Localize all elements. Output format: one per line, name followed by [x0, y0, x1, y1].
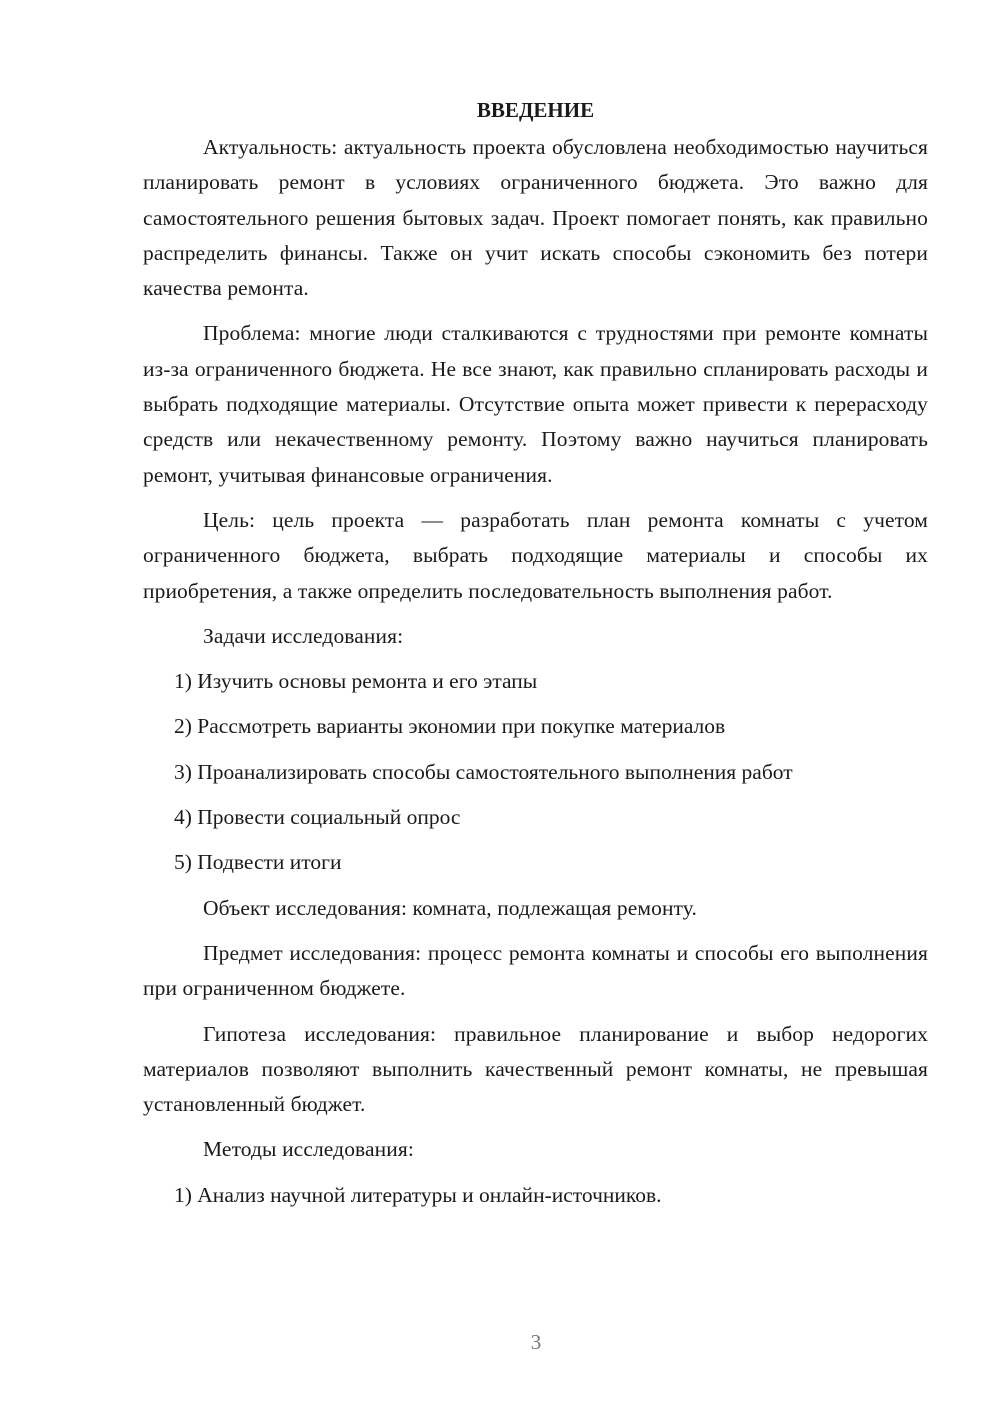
object-paragraph: Объект исследования: комната, подлежащая ремонту. — [203, 895, 697, 920]
document-page — [143, 93, 928, 1223]
task-item: 5) Подвести итоги — [174, 850, 342, 875]
task-item: 3) Проанализировать способы самостоятельного выполнения работ — [174, 759, 793, 784]
methods-heading: Методы исследования: — [203, 1137, 414, 1162]
task-item: 4) Провести социальный опрос — [174, 805, 461, 830]
page-number: 3 — [530, 1330, 542, 1354]
page-title: ВВЕДЕНИЕ — [476, 98, 595, 122]
subject-paragraph: Предмет исследования: процесс ремонта комнаты и способы его выполнения при ограниченном бюджете. — [143, 940, 928, 1001]
goal-paragraph: Цель: цель проекта — разработать план ремонта комнаты с учетом ограниченного бюджета, выбрать подходящие материалы и способы их приобретения, а также определить последовательность выполнения работ. — [143, 507, 928, 603]
task-item: 1) Изучить основы ремонта и его этапы — [174, 669, 538, 694]
relevance-paragraph: Актуальность: актуальность проекта обусловлена необходимостью научиться планировать ремонт в условиях ограниченного бюджета. Это важно для самостоятельного решения бытовых задач. Проект помогает понять, как правильно распределить финансы. Также он учит искать способы сэкономить без потери качества ремонта. — [143, 135, 928, 301]
hypothesis-paragraph: Гипотеза исследования: правильное планирование и выбор недорогих материалов позволяют выполнить качественный ремонт комнаты, не превышая установленный бюджет. — [143, 1021, 928, 1117]
tasks-list — [143, 664, 928, 880]
method-item: 1) Анализ научной литературы и онлайн-источников. — [174, 1182, 662, 1207]
problem-paragraph: Проблема: многие люди сталкиваются с трудностями при ремонте комнаты из-за ограниченного бюджета. Не все знают, как правильно спланировать расходы и выбрать подходящие материалы. Отсутствие опыта может привести к перерасходу средств или некачественному ремонту. Поэтому важно научиться планировать ремонт, учитывая финансовые ограничения. — [143, 321, 928, 487]
tasks-heading: Задачи исследования: — [203, 623, 404, 648]
task-item: 2) Рассмотреть варианты экономии при покупке материалов — [174, 714, 726, 739]
methods-list — [143, 1178, 928, 1213]
